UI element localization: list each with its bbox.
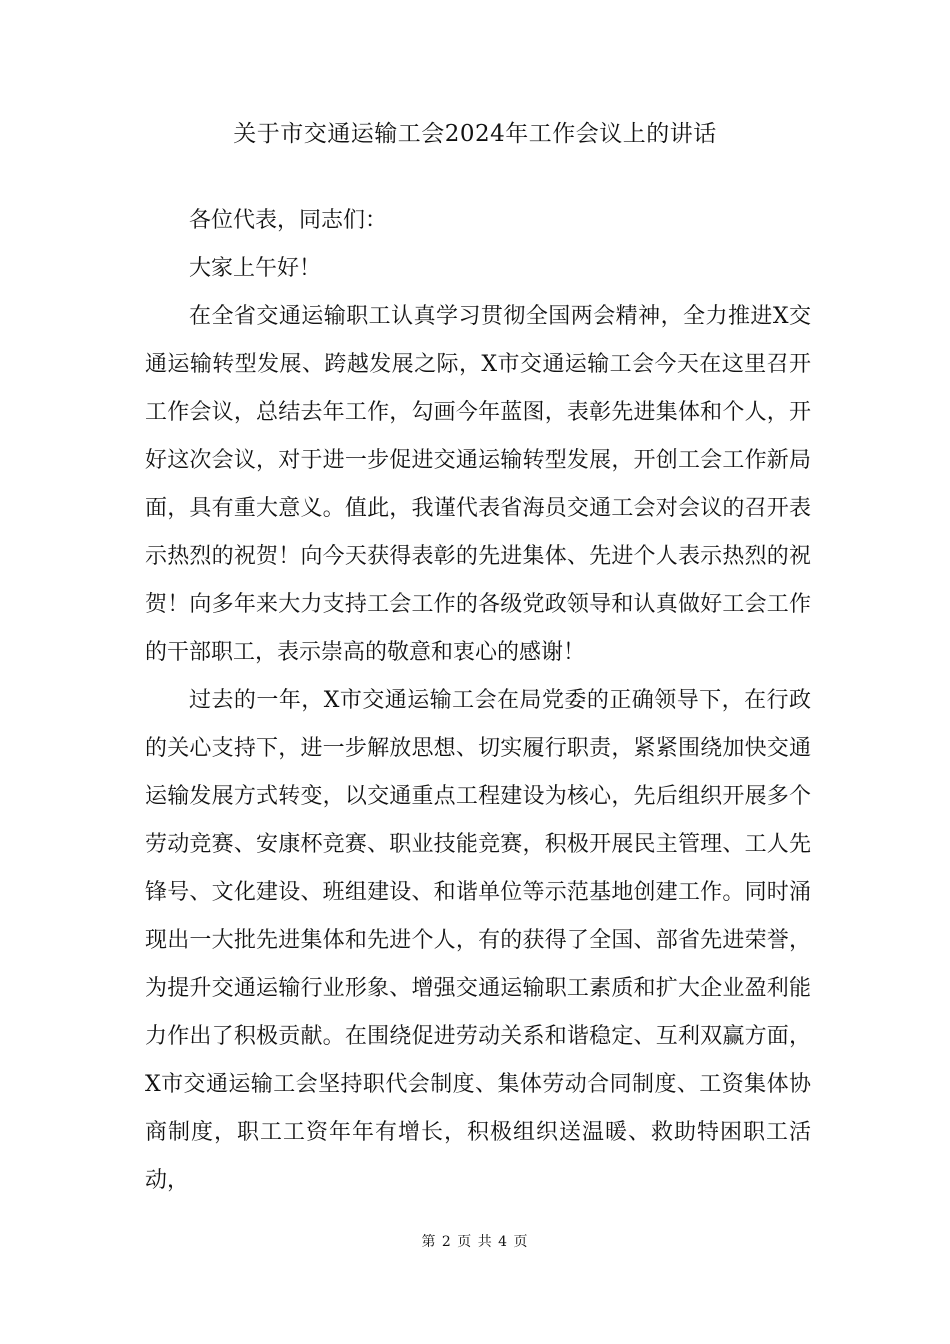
document-body [145, 197, 811, 1205]
page-number-footer: 第 2 页 共 4 页 [421, 1234, 529, 1250]
paragraph-greeting: 大家上午好！ [189, 256, 322, 281]
paragraph-review: 过去的一年，X市交通运输工会在局党委的正确领导下，在行政的关心支持下，进一步解放思想、切实履行职责，紧紧围绕加快交通运输发展方式转变，以交通重点工程建设为核心，先后组织开展多个劳动竞赛、安康杯竞赛、职业技能竞赛，积极开展民主管理、工人先锋号、文化建设、班组建设、和谐单位等示范基地创建工作。同时涌现出一大批先进集体和先进个人，有的获得了全国、部省先进荣誉，为提升交通运输行业形象、增强交通运输职工素质和扩大企业盈利能力作出了积极贡献。在围绕促进劳动关系和谐稳定、互利双赢方面，X市交通运输工会坚持职代会制度、集体劳动合同制度、工资集体协商制度，职工工资年年有增长，积极组织送温暖、救助特困职工活动， [145, 688, 811, 1193]
paragraph-opening: 在全省交通运输职工认真学习贯彻全国两会精神，全力推进X交通运输转型发展、跨越发展之际，X市交通运输工会今天在这里召开工作会议，总结去年工作，勾画今年蓝图，表彰先进集体和个人，开好这次会议，对于进一步促进交通运输转型发展，开创工会工作新局面，具有重大意义。值此，我谨代表省海员交通工会对会议的召开表示热烈的祝贺！向今天获得表彰的先进集体、先进个人表示热烈的祝贺！向多年来大力支持工会工作的各级党政领导和认真做好工会工作的干部职工，表示崇高的敬意和衷心的感谢！ [145, 304, 811, 665]
document-title: 关于市交通运输工会2024年工作会议上的讲话 [233, 121, 717, 147]
paragraph-salutation: 各位代表，同志们： [189, 208, 388, 233]
